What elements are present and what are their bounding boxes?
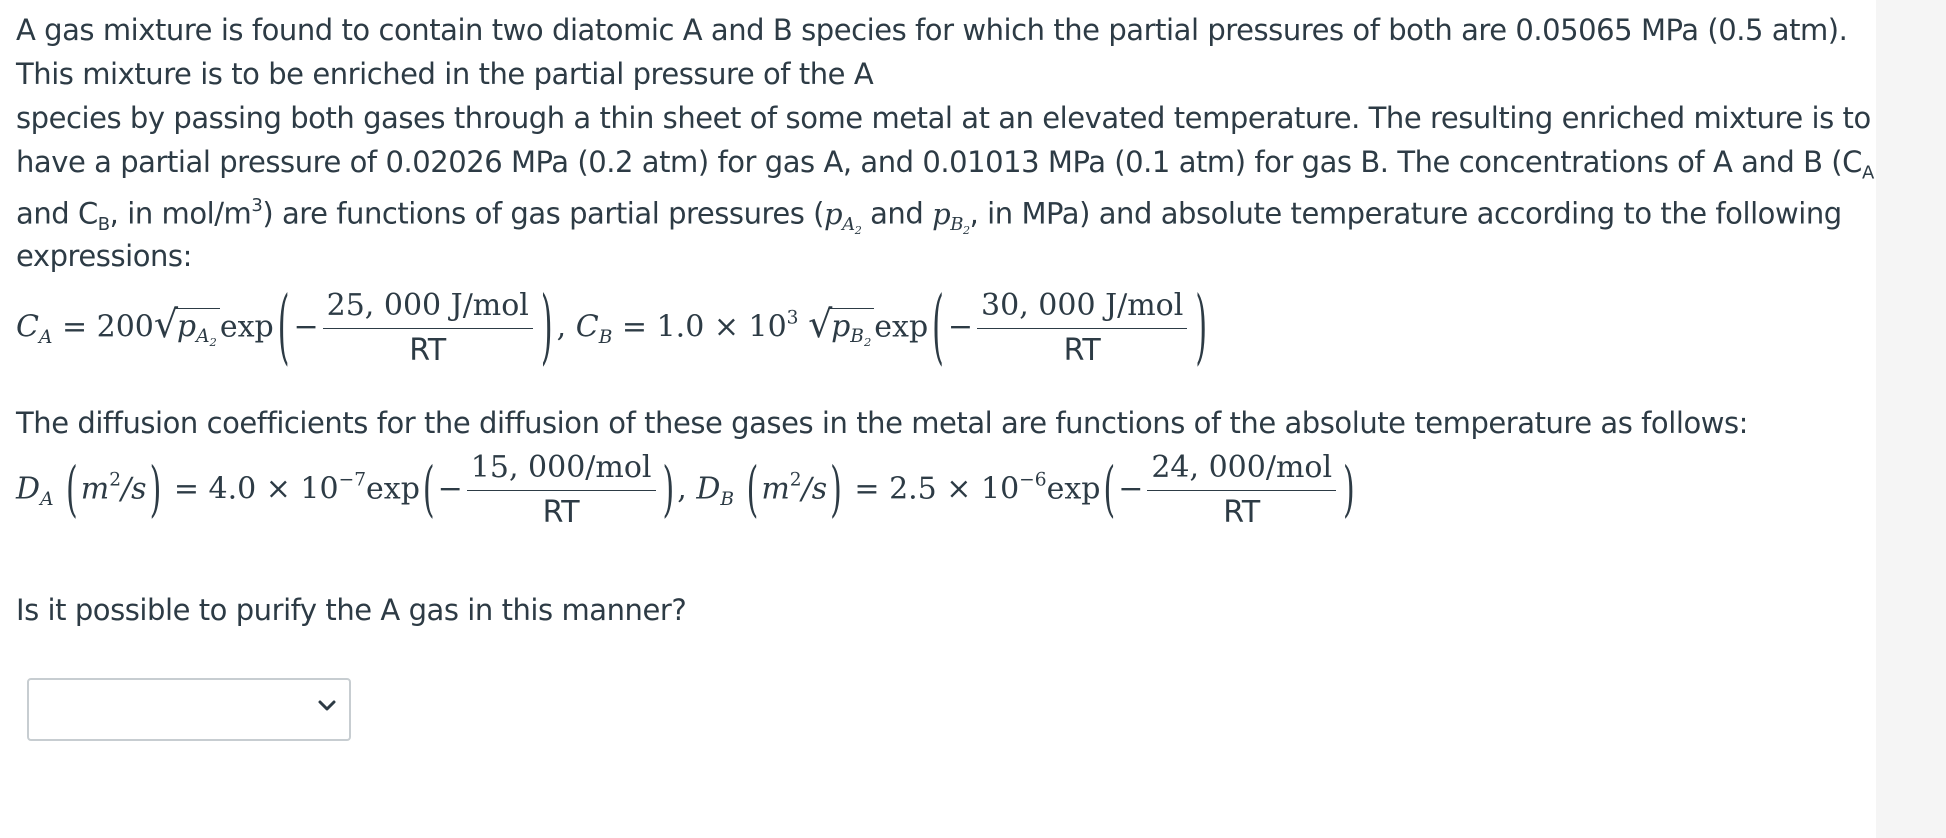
- diffusion-intro: The diffusion coefficients for the diffusion of these gases in the metal are functions of the absolute temperature as follows:: [16, 406, 1748, 440]
- cb-numerator: 30, 000 J/mol: [977, 284, 1187, 329]
- da-left-paren: (: [422, 455, 435, 526]
- db-left-paren: (: [1103, 455, 1116, 526]
- concentration-equations: [16, 281, 1211, 376]
- da-power: −7: [338, 469, 367, 491]
- ca-right-paren: ): [540, 281, 553, 376]
- line4-sub: A: [1861, 162, 1874, 184]
- cb-left-paren: (: [932, 281, 944, 376]
- da-units-rest: /s: [121, 471, 147, 507]
- da-right-paren: ): [662, 455, 675, 526]
- db-right-paren: ): [1343, 455, 1355, 526]
- line4-text: have a partial pressure of 0.02026 MPa (0.2 atm) for gas A, and 0.01013 MPa (0.1 atm) for gas B. The concentrations of A and B (C: [16, 145, 1862, 179]
- question-line-3: species by passing both gases through a thin sheet of some metal at an elevated temperature. The resulting enriched mixture is to: [16, 101, 1871, 135]
- db-equals: = 2.5 × 10: [854, 471, 1020, 507]
- ca-symbol: C: [16, 309, 39, 345]
- db-denominator: RT: [1223, 495, 1261, 530]
- da-units-pow: 2: [109, 469, 122, 491]
- db-numerator: 24, 000/mol: [1147, 446, 1336, 491]
- ca-fraction: [323, 284, 533, 373]
- cb-exp: exp: [874, 309, 929, 345]
- pb-p: p: [932, 196, 951, 231]
- ca-exp: exp: [219, 309, 274, 345]
- diffusion-equations: [16, 446, 1358, 535]
- pb-symbol: [932, 196, 970, 237]
- pa-p: p: [824, 196, 843, 231]
- da-exp: exp: [366, 471, 420, 507]
- pa-sub: A: [842, 213, 855, 235]
- cb-sub: B: [598, 327, 613, 348]
- line5-d: and: [861, 196, 933, 231]
- db-exp: exp: [1046, 471, 1101, 507]
- question-line-1: A gas mixture is found to contain two diatomic A and B species for which the partial pressures of both are 0.05065 MPa (0.5 atm).: [16, 13, 1848, 47]
- line5-sub-b: B: [97, 213, 110, 235]
- db-power: −6: [1019, 469, 1047, 491]
- question-line-6: expressions:: [16, 239, 192, 273]
- cb-right-paren: ): [1195, 281, 1208, 376]
- db-units-m: m: [761, 471, 790, 507]
- eq1-comma: ,: [556, 309, 567, 345]
- da-units-left-paren: (: [66, 455, 78, 526]
- da-minus: −: [437, 471, 463, 507]
- db-units-pow: 2: [789, 469, 802, 491]
- line5-b: , in mol/m: [109, 196, 252, 231]
- ca-equals: = 200: [61, 309, 154, 345]
- cb-fraction: [977, 284, 1187, 373]
- question-line-2: This mixture is to be enriched in the partial pressure of the A: [16, 57, 874, 91]
- cb-equals: = 1.0 × 10: [621, 309, 787, 345]
- right-gutter: [1876, 0, 1946, 838]
- cb-rad-sub: B: [850, 326, 864, 348]
- eq2-comma: ,: [677, 471, 687, 507]
- da-units-right-paren: ): [149, 455, 162, 526]
- pb-sub: B: [950, 213, 963, 235]
- ca-denominator: RT: [409, 333, 447, 368]
- cb-minus: −: [947, 309, 974, 345]
- ca-left-paren: (: [277, 281, 290, 376]
- pa-symbol: [824, 196, 862, 237]
- da-numerator: 15, 000/mol: [467, 446, 656, 491]
- pa-subsub: 2: [854, 223, 862, 237]
- cb-symbol: C: [575, 309, 599, 345]
- question-prompt: Is it possible to purify the A gas in this manner?: [16, 593, 687, 627]
- ca-rad-p: p: [176, 308, 197, 344]
- ca-minus: −: [293, 309, 319, 345]
- ca-rad-sub: A: [196, 326, 210, 348]
- ca-sqrt: √ $p_{A_2}$: [154, 308, 220, 350]
- line5-e: , in MPa) and absolute temperature according to the following: [969, 196, 1842, 231]
- ca-sub: A: [38, 327, 53, 348]
- db-units-left-paren: (: [746, 455, 759, 526]
- line5-c: ) are functions of gas partial pressures (: [262, 196, 825, 231]
- line5-sup: 3: [251, 195, 263, 216]
- cb-denominator: RT: [1063, 333, 1101, 368]
- cb-rad-subsub: 2: [863, 335, 872, 350]
- line5-a: and C: [16, 196, 98, 231]
- pb-subsub: 2: [962, 223, 970, 237]
- chevron-down-icon[interactable]: [315, 694, 339, 722]
- db-units-right-paren: ): [830, 455, 842, 526]
- db-fraction: [1147, 446, 1336, 535]
- db-sub: B: [720, 489, 735, 510]
- da-sub: A: [40, 489, 54, 510]
- da-fraction: [467, 446, 656, 535]
- cb-sqrt: √ $p_{B_2}$: [808, 308, 874, 350]
- ca-rad-subsub: 2: [209, 335, 217, 350]
- da-equals: = 4.0 × 10: [173, 471, 339, 507]
- db-units-rest: /s: [801, 471, 828, 507]
- da-denominator: RT: [542, 495, 580, 530]
- db-symbol: D: [696, 471, 721, 507]
- ca-numerator: 25, 000 J/mol: [323, 284, 533, 329]
- da-units-m: m: [80, 471, 110, 507]
- cb-power: 3: [786, 307, 799, 329]
- da-symbol: D: [16, 471, 41, 507]
- question-line-5: [16, 184, 1842, 253]
- cb-rad-p: p: [831, 308, 851, 344]
- db-minus: −: [1118, 471, 1144, 507]
- answer-select[interactable]: [27, 678, 351, 741]
